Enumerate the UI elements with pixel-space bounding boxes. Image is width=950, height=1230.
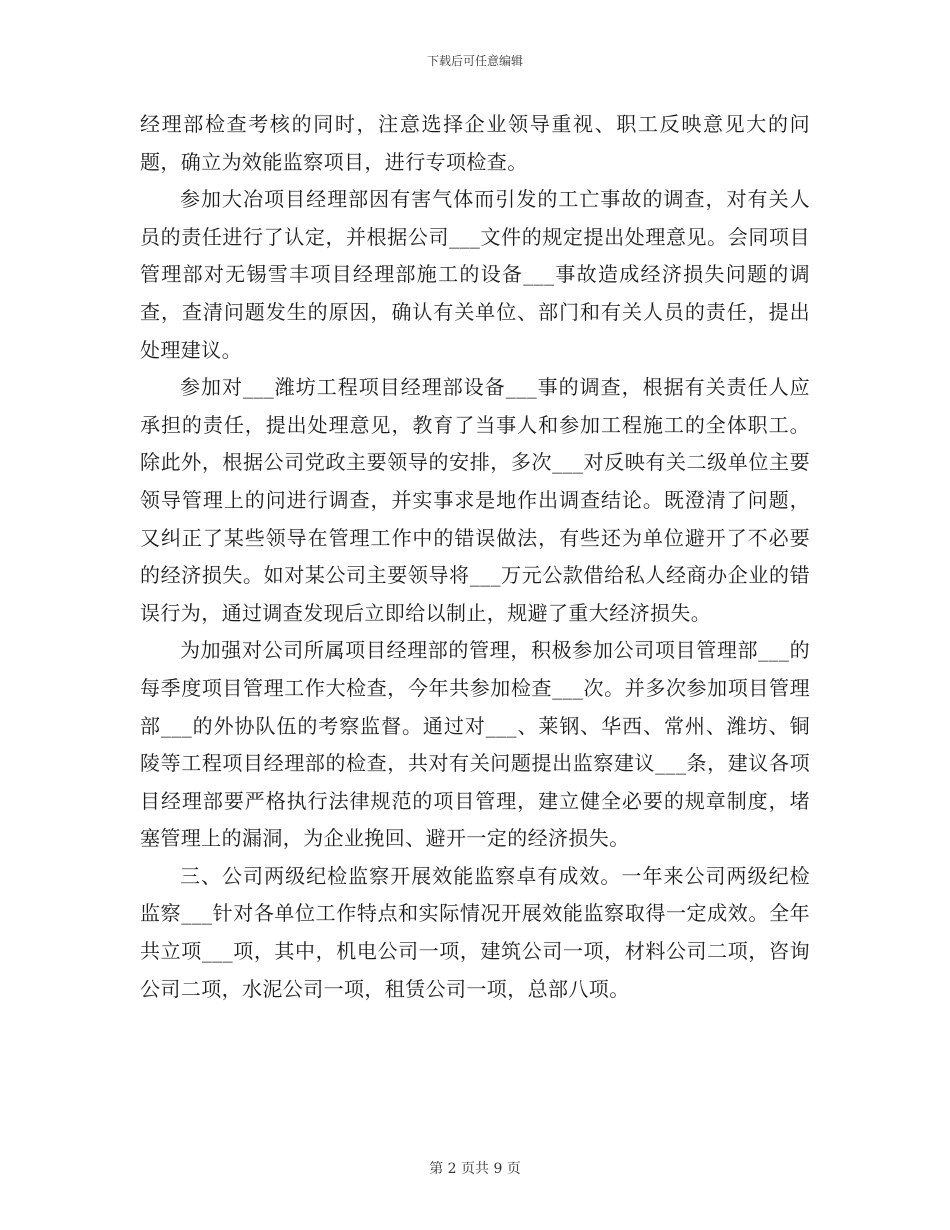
document-body (140, 106, 810, 1008)
paragraph-weifang-investigation: 参加对___潍坊工程项目经理部设备___事的调查，根据有关责任人应承担的责任，提出处理意见，教育了当事人和参加工程施工的全体职工。除此外，根据公司党政主要领导的安排，多次___对反映有关二级单位主要领导管理上的问进行调查，并实事求是地作出调查结论。既澄清了问题，又纠正了某些领导在管理工作中的错误做法，有些还为单位避开了不必要的经济损失。如对某公司主要领导将___万元公款借给私人经商办企业的错误行为，通过调查发现后立即给以制止，规避了重大经济损失。 (140, 375, 810, 625)
paragraph-continuation: 经理部检查考核的同时，注意选择企业领导重视、职工反映意见大的问题，确立为效能监察项目，进行专项检查。 (140, 112, 810, 174)
paragraph-efficiency-supervision: 三、公司两级纪检监察开展效能监察卓有成效。一年来公司两级纪检监察___针对各单位工作特点和实际情况开展效能监察取得一定成效。全年共立项___项，其中，机电公司一项，建筑公司一项，材料公司二项，咨询公司二项，水泥公司一项，租赁公司一项，总部八项。 (140, 863, 810, 1001)
page-number: 第 2 页共 9 页 (429, 1161, 521, 1177)
paragraph-daye-accident: 参加大冶项目经理部因有害气体而引发的工亡事故的调查，对有关人员的责任进行了认定，并根据公司___文件的规定提出处理意见。会同项目管理部对无锡雪丰项目经理部施工的设备___事故造成经济损失问题的调查，查清问题发生的原因，确认有关单位、部门和有关人员的责任，提出处理建议。 (140, 187, 810, 362)
page-header: 下载后可任意编辑 (426, 54, 523, 68)
paragraph-project-inspection: 为加强对公司所属项目经理部的管理，积极参加公司项目管理部___的每季度项目管理工作大检查，今年共参加检查___次。并多次参加项目管理部___的外协队伍的考察监督。通过对___、莱钢、华西、常州、潍坊、铜陵等工程项目经理部的检查，共对有关问题提出监察建议___条，建议各项目经理部要严格执行法律规范的项目管理，建立健全必要的规章制度，堵塞管理上的漏洞，为企业挽回、避开一定的经济损失。 (140, 638, 810, 851)
